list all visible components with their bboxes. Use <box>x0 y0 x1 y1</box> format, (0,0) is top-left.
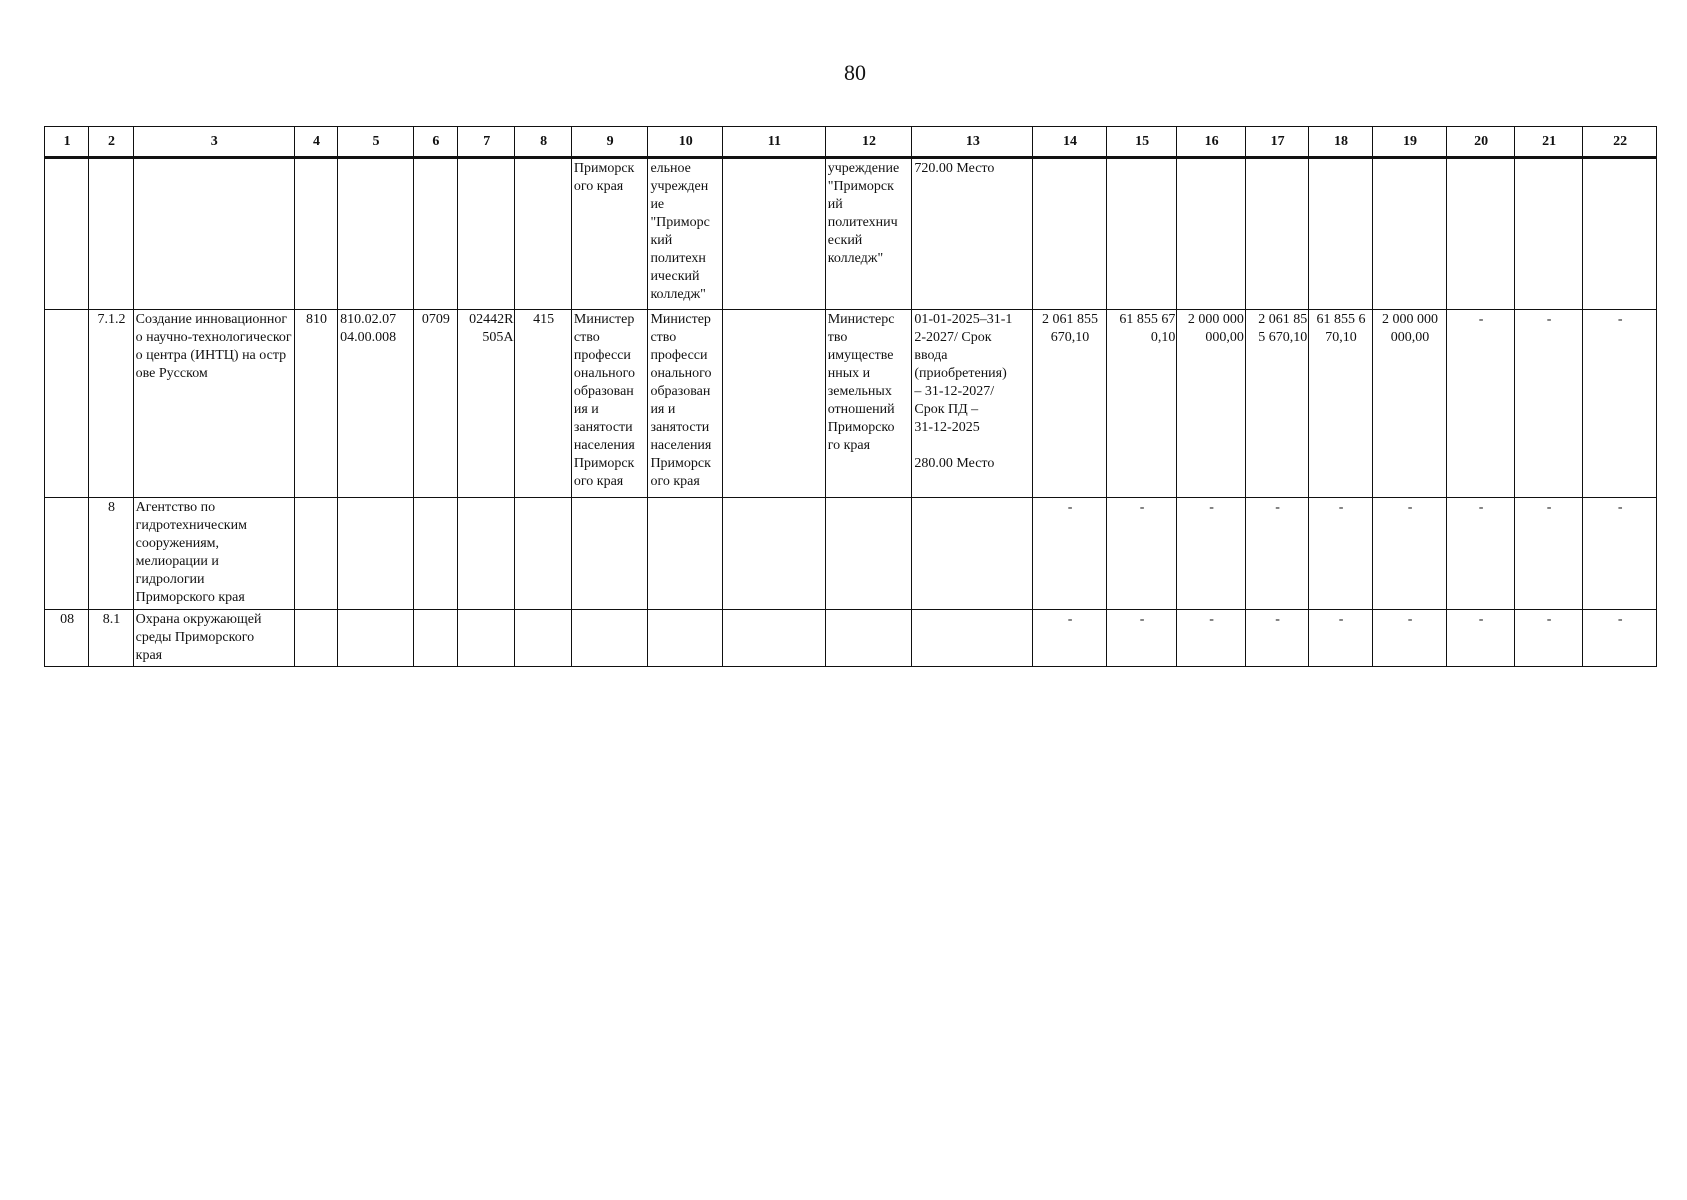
col-header: 21 <box>1514 127 1583 158</box>
table-cell: Министерс тво имуществе нных и земельных отношений Приморско го края <box>825 310 912 498</box>
table-cell: - <box>1245 498 1308 610</box>
table-cell: 61 855 67 0,10 <box>1106 310 1177 498</box>
table-cell: - <box>1033 610 1107 667</box>
col-header: 16 <box>1177 127 1246 158</box>
col-header: 18 <box>1309 127 1372 158</box>
table-cell: 08 <box>45 610 89 667</box>
table-cell: 415 <box>515 310 571 498</box>
budget-table <box>44 126 1657 667</box>
col-header: 7 <box>458 127 515 158</box>
table-cell: 810 <box>294 310 337 498</box>
table-cell: - <box>1106 610 1177 667</box>
table-cell: - <box>1447 498 1515 610</box>
col-header: 8 <box>515 127 571 158</box>
table-cell: 61 855 6 70,10 <box>1309 310 1372 498</box>
table-cell: Охрана окружающей среды Приморского края <box>133 610 294 667</box>
col-header: 4 <box>294 127 337 158</box>
col-header: 3 <box>133 127 294 158</box>
table-cell: - <box>1447 610 1515 667</box>
col-header: 13 <box>912 127 1033 158</box>
table-cell: Агентство по гидротехническим сооружениям, мелиорации и гидрологии Приморского края <box>133 498 294 610</box>
header-row <box>45 127 1657 158</box>
col-header: 10 <box>648 127 723 158</box>
table-cell: учреждение "Приморск ий политехнич еский колледж" <box>825 158 912 310</box>
table-cell: Приморск ого края <box>571 158 648 310</box>
table-cell: - <box>1583 610 1657 667</box>
table-cell: 2 061 855 670,10 <box>1033 310 1107 498</box>
col-header: 5 <box>338 127 414 158</box>
table-cell: - <box>1514 310 1583 498</box>
table-cell: - <box>1514 610 1583 667</box>
table-cell: Министер ство професси онального образован ия и занятости населения Приморск ого края <box>571 310 648 498</box>
table-row <box>45 310 1657 498</box>
table-cell: - <box>1177 498 1246 610</box>
table-cell: ельное учрежден ие "Приморс кий политехн ический колледж" <box>648 158 723 310</box>
table-cell: 720.00 Место <box>912 158 1033 310</box>
col-header: 19 <box>1372 127 1447 158</box>
table-cell: 2 061 85 5 670,10 <box>1245 310 1308 498</box>
table-cell: - <box>1583 498 1657 610</box>
col-header: 11 <box>722 127 825 158</box>
table-cell: - <box>1309 610 1372 667</box>
table-cell: 01-01-2025–31-1 2-2027/ Срок ввода (приобретения) – 31-12-2027/ Срок ПД – 31-12-2025 280.00 Место <box>912 310 1033 498</box>
col-header: 22 <box>1583 127 1657 158</box>
table-cell: - <box>1372 498 1447 610</box>
page-number: 80 <box>844 60 866 85</box>
col-header: 15 <box>1106 127 1177 158</box>
col-header: 6 <box>413 127 457 158</box>
table-cell: - <box>1033 498 1107 610</box>
col-header: 14 <box>1033 127 1107 158</box>
table-cell: - <box>1372 610 1447 667</box>
table-cell: - <box>1309 498 1372 610</box>
table-row <box>45 498 1657 610</box>
table-cell: 8 <box>89 498 133 610</box>
table-cell: 02442R 505A <box>458 310 515 498</box>
col-header: 9 <box>571 127 648 158</box>
table-cell: Министер ство професси онального образован ия и занятости населения Приморск ого края <box>648 310 723 498</box>
col-header: 1 <box>45 127 89 158</box>
table-cell: 810.02.07 04.00.008 <box>338 310 414 498</box>
table-cell: 2 000 000 000,00 <box>1372 310 1447 498</box>
table-cell: - <box>1106 498 1177 610</box>
table-cell: - <box>1245 610 1308 667</box>
table-row <box>45 158 1657 310</box>
table-row <box>45 610 1657 667</box>
col-header: 17 <box>1245 127 1308 158</box>
table-cell: 2 000 000 000,00 <box>1177 310 1246 498</box>
col-header: 12 <box>825 127 912 158</box>
table-cell: 8.1 <box>89 610 133 667</box>
table-cell: 7.1.2 <box>89 310 133 498</box>
table-cell: - <box>1447 310 1515 498</box>
table-cell: - <box>1514 498 1583 610</box>
table-cell: - <box>1177 610 1246 667</box>
table-cell: 0709 <box>413 310 457 498</box>
col-header: 20 <box>1447 127 1515 158</box>
col-header: 2 <box>89 127 133 158</box>
table-cell: - <box>1583 310 1657 498</box>
table-cell: Создание инновационного научно-технологического центра (ИНТЦ) на острове Русском <box>133 310 294 498</box>
